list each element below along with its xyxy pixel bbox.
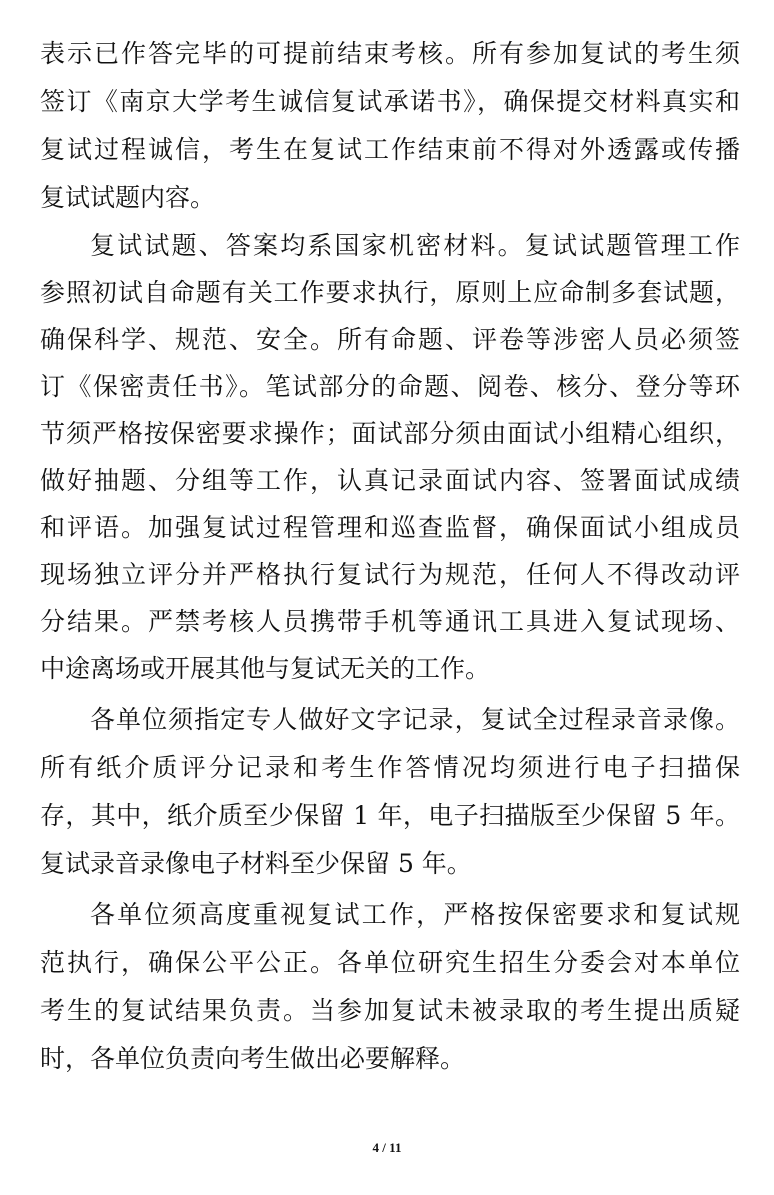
paragraph-1-line-3: 复试过程诚信，考生在复试工作结束前不得对外透露或传播 [40,135,740,164]
paragraph-3-line-2: 所有纸介质评分记录和考生作答情况均须进行电子扫描保 [40,753,740,782]
paragraph-2-line-10: 中途离场或开展其他与复试无关的工作。 [40,654,491,683]
paragraph-2-line-8: 现场独立评分并严格执行复试行为规范，任何人不得改动评 [40,560,740,589]
paragraph-4-line-2: 范执行，确保公平公正。各单位研究生招生分委会对本单位 [40,948,740,977]
paragraph-1-line-2: 签订《南京大学考生诚信复试承诺书》，确保提交材料真实和 [40,87,740,116]
paragraph-3-line-1: 各单位须指定专人做好文字记录，复试全过程录音录像。 [90,705,740,734]
paragraph-3-line-3: 存，其中，纸介质至少保留 1 年，电子扫描版至少保留 5 年。 [40,801,740,830]
paragraph-2-line-7: 和评语。加强复试过程管理和巡查监督，确保面试小组成员 [40,513,740,542]
paragraph-2-line-2: 参照初试自命题有关工作要求执行，原则上应命制多套试题， [40,278,740,307]
paragraph-4-line-4: 时，各单位负责向考生做出必要解释。 [40,1044,466,1073]
paragraph-3-line-4: 复试录音录像电子材料至少保留 5 年。 [40,849,472,878]
paragraph-1-line-4: 复试试题内容。 [40,183,216,212]
paragraph-2-line-3: 确保科学、规范、安全。所有命题、评卷等涉密人员必须签 [40,325,740,354]
paragraph-2-line-9: 分结果。严禁考核人员携带手机等通讯工具进入复试现场、 [40,607,740,636]
page-number: 4 / 11 [372,1140,402,1155]
paragraph-2-line-1: 复试试题、答案均系国家机密材料。复试试题管理工作 [90,231,740,260]
paragraph-1-line-1: 表示已作答完毕的可提前结束考核。所有参加复试的考生须 [40,39,740,68]
paragraph-2-line-5: 节须严格按保密要求操作；面试部分须由面试小组精心组织， [40,419,740,448]
paragraph-2-line-4: 订《保密责任书》。笔试部分的命题、阅卷、核分、登分等环 [40,372,740,401]
paragraph-4-line-3: 考生的复试结果负责。当参加复试未被录取的考生提出质疑 [40,996,740,1025]
paragraph-2-line-6: 做好抽题、分组等工作，认真记录面试内容、签署面试成绩 [40,466,740,495]
paragraph-4-line-1: 各单位须高度重视复试工作，严格按保密要求和复试规 [90,900,740,929]
